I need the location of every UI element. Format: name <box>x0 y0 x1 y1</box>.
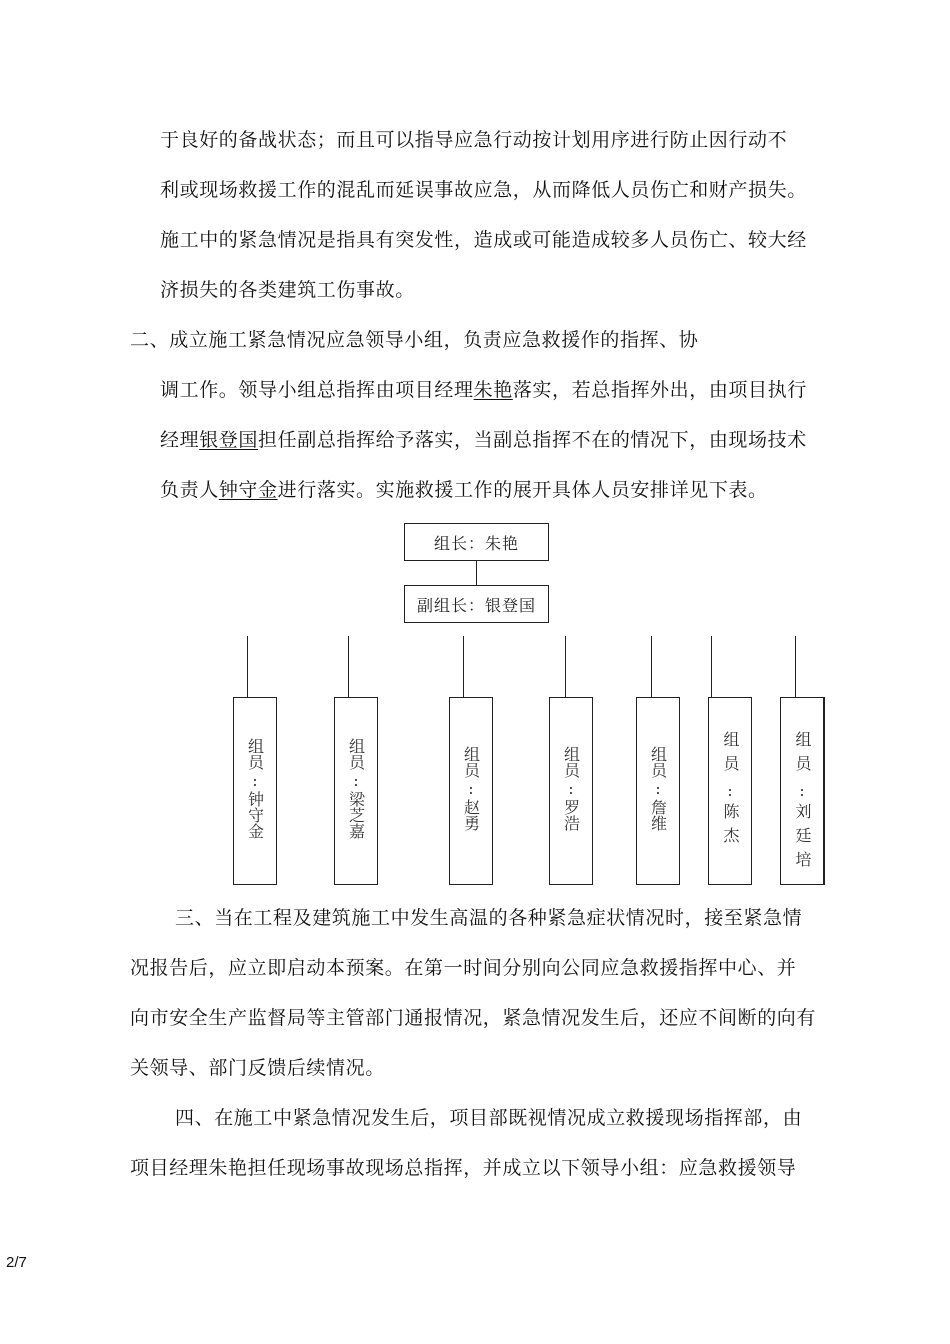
member-label: 组员 <box>245 738 265 770</box>
paragraph-line: 利或现场救援工作的混乱而延误事故应急，从而降低人员伤亡和财产损失。 <box>160 179 807 201</box>
paragraph-line: 于良好的备战状态；而且可以指导应急行动按计划用序进行防止因行动不 <box>160 129 788 151</box>
text-segment: 经理 <box>160 429 200 451</box>
connector-line <box>348 636 349 697</box>
member-box <box>334 697 378 885</box>
paragraph-line: 向市安全生产监督局等主管部门通报情况，紧急情况发生后，还应不间断的向有 <box>130 1007 817 1029</box>
text-segment: 负责人 <box>160 479 219 501</box>
paragraph-line: 况报告后，应立即启动本预案。在第一时间分别向公同应急救援指挥中心、并 <box>130 957 797 979</box>
person-name: 朱艳 <box>473 379 513 401</box>
connector-line <box>711 636 712 697</box>
member-box <box>708 697 752 885</box>
leader-box: 组长：朱艳 <box>404 523 549 561</box>
member-name: 钟守金 <box>245 791 265 839</box>
text-segment: 落实，若总指挥外出，由项目执行 <box>512 379 807 401</box>
text-segment: 调工作。领导小组总指挥由项目经理 <box>160 379 474 401</box>
paragraph-line: 济损失的各类建筑工伤事故。 <box>160 279 415 301</box>
paragraph-line: 施工中的紧急情况是指具有突发性，造成或可能造成较多人员伤亡、较大经 <box>160 229 807 251</box>
member-box <box>549 697 593 885</box>
member-box <box>233 697 277 885</box>
person-name: 银登国 <box>199 429 259 451</box>
section-heading-line: 四、在施工中紧急情况发生后，项目部既视情况成立救援现场指挥部，由 <box>175 1107 803 1129</box>
connector-line <box>795 636 796 697</box>
member-box <box>636 697 680 885</box>
member-box <box>449 697 493 885</box>
member-label: 组员 <box>561 746 581 778</box>
member-label: 组员 <box>648 746 668 778</box>
member-sep: : <box>252 771 258 790</box>
member-name: 陈杰 <box>721 803 740 851</box>
page-number: 2/7 <box>6 1254 27 1271</box>
text-segment: 担任副总指挥给予落实，当副总指挥不在的情况下，由现场技术 <box>258 429 807 451</box>
deputy-box: 副组长：银登国 <box>404 585 549 623</box>
section-heading-line: 三、当在工程及建筑施工中发生高温的各种紧急症状情况时，接至紧急情 <box>175 907 803 929</box>
paragraph-line: 项目经理朱艳担任现场事故现场总指挥，并成立以下领导小组：应急救援领导 <box>130 1157 797 1179</box>
member-name: 罗浩 <box>561 799 581 831</box>
paragraph-line <box>160 478 768 502</box>
paragraph-line <box>160 428 807 452</box>
paragraph-line <box>160 378 807 402</box>
member-label: 组员 <box>346 738 366 770</box>
member-name: 赵勇 <box>461 799 481 831</box>
person-name: 钟守金 <box>218 479 278 501</box>
member-name: 刘廷培 <box>793 803 812 875</box>
member-sep: : <box>655 779 661 798</box>
connector-line <box>476 561 477 585</box>
member-box <box>780 697 825 885</box>
section-heading-line: 二、成立施工紧急情况应急领导小组，负责应急救援作的指挥、协 <box>130 329 699 351</box>
paragraph-line: 关领导、部门反馈后续情况。 <box>130 1057 385 1079</box>
member-sep: : <box>727 781 733 800</box>
member-sep: : <box>799 781 805 800</box>
member-sep: : <box>468 779 474 798</box>
connector-line <box>463 636 464 697</box>
member-name: 詹维 <box>648 799 668 831</box>
member-sep: : <box>568 779 574 798</box>
member-label: 组员 <box>461 746 481 778</box>
connector-line <box>565 636 566 697</box>
member-label: 组员 <box>721 731 740 779</box>
member-label: 组员 <box>793 731 812 779</box>
connector-line <box>247 636 248 697</box>
member-name: 梁芝嘉 <box>346 791 366 839</box>
text-segment: 进行落实。实施救援工作的展开具体人员安排详见下表。 <box>277 479 768 501</box>
member-sep: : <box>353 771 359 790</box>
connector-line <box>651 636 652 697</box>
